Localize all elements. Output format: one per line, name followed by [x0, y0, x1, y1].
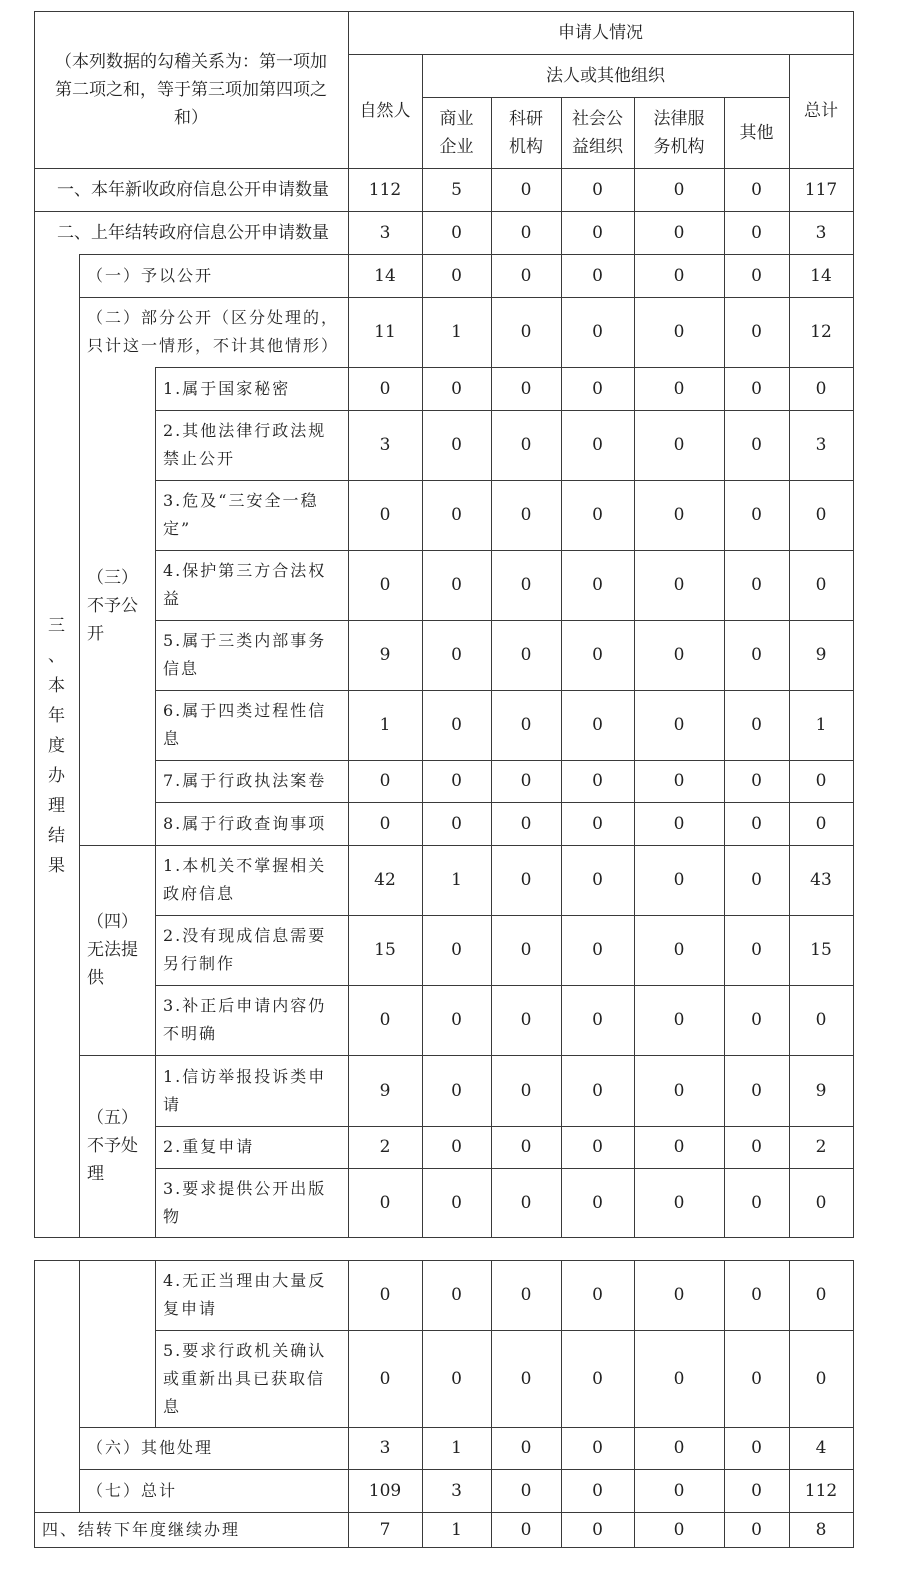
table-rule — [34, 1260, 35, 1548]
table-cell: 43 — [810, 870, 832, 890]
table-rule — [34, 11, 35, 169]
table-rule — [561, 168, 562, 1238]
table-cell: 0 — [815, 575, 827, 595]
table-rule — [34, 1237, 854, 1238]
row-label: 1.属于国家秘密 — [163, 378, 291, 398]
table-cell: 0 — [451, 265, 462, 286]
table-cell: 0 — [520, 179, 532, 200]
table-cell: 0 — [751, 870, 762, 890]
group-label-annual-results: 三 、 本 年 度 办 理 结 果 — [48, 615, 65, 876]
table-cell: 15 — [810, 940, 832, 960]
row-label: 2.重复申请 — [163, 1137, 255, 1156]
table-cell: 0 — [751, 575, 762, 595]
table-cell: 0 — [520, 940, 532, 960]
table-cell: 3 — [379, 222, 391, 243]
table-cell: 0 — [673, 1010, 685, 1030]
table-cell: 0 — [751, 1285, 762, 1305]
table-cell: 0 — [520, 1137, 532, 1157]
row-label: 1.信访举报投诉类申 请 — [163, 1066, 327, 1114]
table-cell: 3 — [451, 1480, 462, 1501]
table-cell: 0 — [451, 575, 462, 595]
table-cell: 0 — [592, 505, 603, 525]
row-label: 2.其他法律行政法规 禁止公开 — [163, 421, 327, 468]
table-rule — [724, 168, 725, 1238]
row-label: （二）部分公开（区分处理的， 只计这一情形，不计其他情形） — [87, 308, 340, 355]
table-cell: 112 — [368, 179, 402, 200]
row-label: 5.属于三类内部事务 信息 — [163, 631, 327, 678]
table-cell: 0 — [673, 1285, 685, 1305]
table-cell: 9 — [815, 1080, 827, 1101]
table-cell: 0 — [592, 940, 603, 960]
table-cell: 0 — [520, 715, 532, 735]
col-header-other: 其他 — [739, 122, 774, 143]
table-cell: 0 — [592, 1192, 603, 1213]
table-cell: 0 — [815, 1192, 827, 1213]
row-label: 6.属于四类过程性信 息 — [163, 701, 327, 748]
table-cell: 0 — [520, 645, 532, 665]
table-cell: 0 — [673, 378, 685, 399]
table-cell: 0 — [815, 505, 827, 525]
table-cell: 0 — [520, 1438, 532, 1458]
col-header-natural-person: 自然人 — [359, 101, 411, 121]
table-cell: 0 — [379, 1192, 391, 1213]
table-cell: 0 — [673, 940, 685, 960]
table-cell: 0 — [592, 1285, 603, 1305]
table-cell: 3 — [379, 435, 391, 455]
table-cell: 0 — [751, 265, 762, 286]
table-cell: 0 — [673, 1519, 685, 1540]
table-cell: 0 — [379, 1010, 391, 1030]
table-cell: 0 — [751, 222, 762, 243]
table-cell: 5 — [451, 179, 462, 200]
table-cell: 0 — [520, 771, 532, 791]
table-cell: 0 — [815, 1285, 827, 1305]
table-cell: 0 — [673, 1192, 685, 1213]
table-cell: 4 — [815, 1438, 827, 1458]
table-cell: 0 — [592, 1010, 603, 1030]
table-cell: 0 — [520, 378, 532, 399]
table-cell: 12 — [810, 322, 832, 342]
table-cell: 1 — [451, 322, 462, 342]
table-cell: 0 — [451, 1080, 462, 1101]
table-cell: 0 — [451, 771, 462, 791]
table-cell: 9 — [379, 645, 391, 665]
table-cell: 0 — [379, 1368, 391, 1389]
table-rule — [634, 1260, 635, 1548]
table-rule — [34, 1547, 854, 1548]
table-rule — [634, 168, 635, 1238]
table-cell: 0 — [592, 222, 603, 243]
table-cell: 0 — [751, 813, 762, 834]
row-label: 4.保护第三方合法权 益 — [163, 561, 327, 608]
row-label: 8.属于行政查询事项 — [163, 813, 327, 833]
table-cell: 1 — [451, 1438, 462, 1458]
table-cell: 1 — [451, 870, 462, 890]
table-cell: 0 — [451, 505, 462, 525]
table-cell: 0 — [673, 771, 685, 791]
table-cell: 0 — [379, 575, 391, 595]
table-cell: 0 — [673, 1080, 685, 1101]
table-cell: 0 — [379, 505, 391, 525]
table-cell: 3 — [815, 222, 827, 243]
col-header-research: 科研 机构 — [509, 108, 543, 157]
row-label: 一、本年新收政府信息公开申请数量 — [57, 179, 329, 200]
table-rule — [789, 1260, 790, 1548]
table-cell: 0 — [451, 378, 462, 399]
header-org-group: 法人或其他组织 — [546, 65, 665, 86]
table-cell: 2 — [815, 1137, 827, 1157]
table-cell: 2 — [379, 1137, 391, 1157]
table-cell: 0 — [673, 1368, 685, 1389]
table-cell: 0 — [520, 505, 532, 525]
table-cell: 0 — [751, 322, 762, 342]
table-cell: 0 — [592, 322, 603, 342]
table-rule — [853, 1260, 854, 1548]
header-note: （本列数据的勾稽关系为：第一项加 第二项之和，等于第三项加第四项之 和） — [55, 52, 327, 128]
table-cell: 0 — [751, 505, 762, 525]
table-cell: 0 — [751, 378, 762, 399]
table-cell: 0 — [751, 1519, 762, 1540]
table-cell: 109 — [368, 1480, 402, 1501]
table-cell: 0 — [673, 322, 685, 342]
table-cell: 0 — [751, 179, 762, 200]
row-label: 3.要求提供公开出版 物 — [163, 1178, 327, 1226]
table-cell: 0 — [751, 1438, 762, 1458]
group-label-cannot-provide: （四） 无法提 供 — [87, 912, 138, 988]
table-cell: 0 — [673, 505, 685, 525]
table-cell: 0 — [520, 1519, 532, 1540]
header-applicant: 申请人情况 — [558, 22, 643, 43]
table-rule — [348, 1260, 349, 1548]
table-cell: 3 — [379, 1438, 391, 1458]
table-cell: 42 — [374, 870, 396, 890]
table-cell: 0 — [673, 222, 685, 243]
table-cell: 0 — [592, 1519, 603, 1540]
table-rule — [34, 1260, 854, 1261]
table-cell: 0 — [451, 645, 462, 665]
table-cell: 0 — [592, 1080, 603, 1101]
row-label: 四、结转下年度继续办理 — [42, 1519, 241, 1539]
table-cell: 0 — [520, 1285, 532, 1305]
table-cell: 0 — [751, 1192, 762, 1213]
table-rule — [561, 1260, 562, 1548]
table-cell: 0 — [751, 1080, 762, 1101]
table-cell: 0 — [815, 1010, 827, 1030]
row-label: 2.没有现成信息需要 另行制作 — [163, 926, 327, 973]
row-label: 7.属于行政执法案卷 — [163, 771, 327, 790]
table-cell: 0 — [520, 1010, 532, 1030]
col-header-business: 商业 企业 — [439, 108, 474, 157]
table-cell: 0 — [451, 222, 462, 243]
row-label: 3.补正后申请内容仍 不明确 — [163, 996, 327, 1043]
table-cell: 9 — [815, 645, 827, 665]
table-cell: 0 — [673, 265, 685, 286]
table-cell: 0 — [520, 322, 532, 342]
table-rule — [724, 1260, 725, 1548]
table-cell: 0 — [673, 1480, 685, 1501]
table-cell: 0 — [592, 870, 603, 890]
table-cell: 0 — [592, 435, 603, 455]
table-cell: 0 — [520, 813, 532, 834]
table-cell: 7 — [379, 1519, 391, 1540]
table-rule — [79, 1260, 80, 1513]
table-rule — [348, 168, 349, 1238]
table-cell: 0 — [592, 378, 603, 399]
table-cell: 0 — [815, 813, 827, 834]
table-cell: 0 — [673, 1137, 685, 1157]
row-label: 4.无正当理由大量反 复申请 — [163, 1271, 327, 1318]
table-cell: 0 — [451, 1285, 462, 1305]
table-cell: 0 — [520, 435, 532, 455]
table-cell: 14 — [374, 265, 396, 286]
table-cell: 0 — [379, 771, 391, 791]
table-rule — [422, 1260, 423, 1548]
table-cell: 0 — [451, 1192, 462, 1213]
table-cell: 0 — [751, 715, 762, 735]
table-cell: 0 — [379, 1285, 391, 1305]
table-cell: 0 — [451, 1010, 462, 1030]
table-cell: 0 — [520, 1080, 532, 1101]
table-rule — [155, 1260, 156, 1428]
table-cell: 0 — [751, 940, 762, 960]
table-cell: 0 — [592, 265, 603, 286]
table-cell: 0 — [379, 813, 391, 834]
table-cell: 0 — [520, 1368, 532, 1389]
table-cell: 9 — [379, 1080, 391, 1101]
table-cell: 0 — [592, 715, 603, 735]
table-cell: 1 — [815, 715, 827, 735]
table-cell: 0 — [451, 940, 462, 960]
table-cell: 0 — [673, 645, 685, 665]
row-label: （一）予以公开 — [87, 265, 214, 285]
table-cell: 0 — [592, 813, 603, 834]
table-rule — [491, 168, 492, 1238]
table-cell: 0 — [520, 1480, 532, 1501]
col-header-legal-service: 法律服 务机构 — [653, 108, 705, 157]
table-cell: 0 — [673, 813, 685, 834]
table-cell: 0 — [592, 179, 603, 200]
table-cell: 0 — [673, 715, 685, 735]
table-cell: 0 — [379, 378, 391, 399]
table-cell: 0 — [592, 1137, 603, 1157]
table-rule — [155, 367, 156, 1238]
table-cell: 0 — [815, 378, 827, 399]
table-cell: 0 — [451, 813, 462, 834]
col-header-total: 总计 — [804, 101, 838, 121]
table-cell: 0 — [673, 435, 685, 455]
row-label: 1.本机关不掌握相关 政府信息 — [163, 856, 327, 903]
table-rule — [422, 168, 423, 1238]
table-cell: 11 — [374, 322, 396, 342]
table-cell: 0 — [520, 265, 532, 286]
table-cell: 0 — [451, 1137, 462, 1157]
table-cell: 0 — [520, 870, 532, 890]
table-rule — [853, 168, 854, 1238]
group-label-not-processed: （五） 不予处 理 — [87, 1108, 138, 1184]
table-cell: 0 — [673, 179, 685, 200]
table-cell: 0 — [520, 1192, 532, 1213]
table-cell: 0 — [520, 222, 532, 243]
col-header-public-welfare: 社会公 益组织 — [572, 108, 623, 157]
table-cell: 1 — [451, 1519, 462, 1540]
table-cell: 0 — [592, 771, 603, 791]
group-label-not-disclosed: （三） 不予公 开 — [87, 568, 138, 644]
table-cell: 0 — [592, 575, 603, 595]
table-cell: 0 — [751, 435, 762, 455]
table-cell: 117 — [804, 179, 838, 200]
table-cell: 0 — [751, 645, 762, 665]
table-cell: 15 — [374, 940, 396, 960]
table-cell: 0 — [751, 1010, 762, 1030]
table-cell: 0 — [592, 1368, 603, 1389]
table-cell: 0 — [451, 1368, 462, 1389]
table-rule — [491, 1260, 492, 1548]
table-rule — [853, 11, 854, 169]
table-cell: 0 — [592, 1438, 603, 1458]
table-cell: 0 — [673, 575, 685, 595]
table-cell: 0 — [451, 715, 462, 735]
table-cell: 0 — [592, 645, 603, 665]
table-cell: 0 — [751, 1480, 762, 1501]
table-cell: 0 — [673, 870, 685, 890]
table-cell: 0 — [451, 435, 462, 455]
table-cell: 0 — [751, 771, 762, 791]
table-cell: 3 — [815, 435, 827, 455]
table-cell: 0 — [520, 575, 532, 595]
table-cell: 14 — [810, 265, 832, 286]
table-cell: 1 — [379, 715, 391, 735]
table-rule — [789, 168, 790, 1238]
table-cell: 0 — [673, 1438, 685, 1458]
table-cell: 112 — [804, 1480, 838, 1501]
table-cell: 0 — [592, 1480, 603, 1501]
table-cell: 8 — [815, 1519, 827, 1540]
row-label: 二、上年结转政府信息公开申请数量 — [57, 222, 329, 243]
table-cell: 0 — [815, 1368, 827, 1389]
row-label: 3.危及“三安全一稳 定” — [163, 491, 319, 538]
table-cell: 0 — [815, 771, 827, 791]
row-label: （七）总计 — [87, 1480, 178, 1500]
row-label: （六）其他处理 — [87, 1438, 214, 1457]
table-cell: 0 — [751, 1137, 762, 1157]
table-cell: 0 — [751, 1368, 762, 1389]
row-label: 5.要求行政机关确认 或重新出具已获取信 息 — [163, 1340, 327, 1416]
